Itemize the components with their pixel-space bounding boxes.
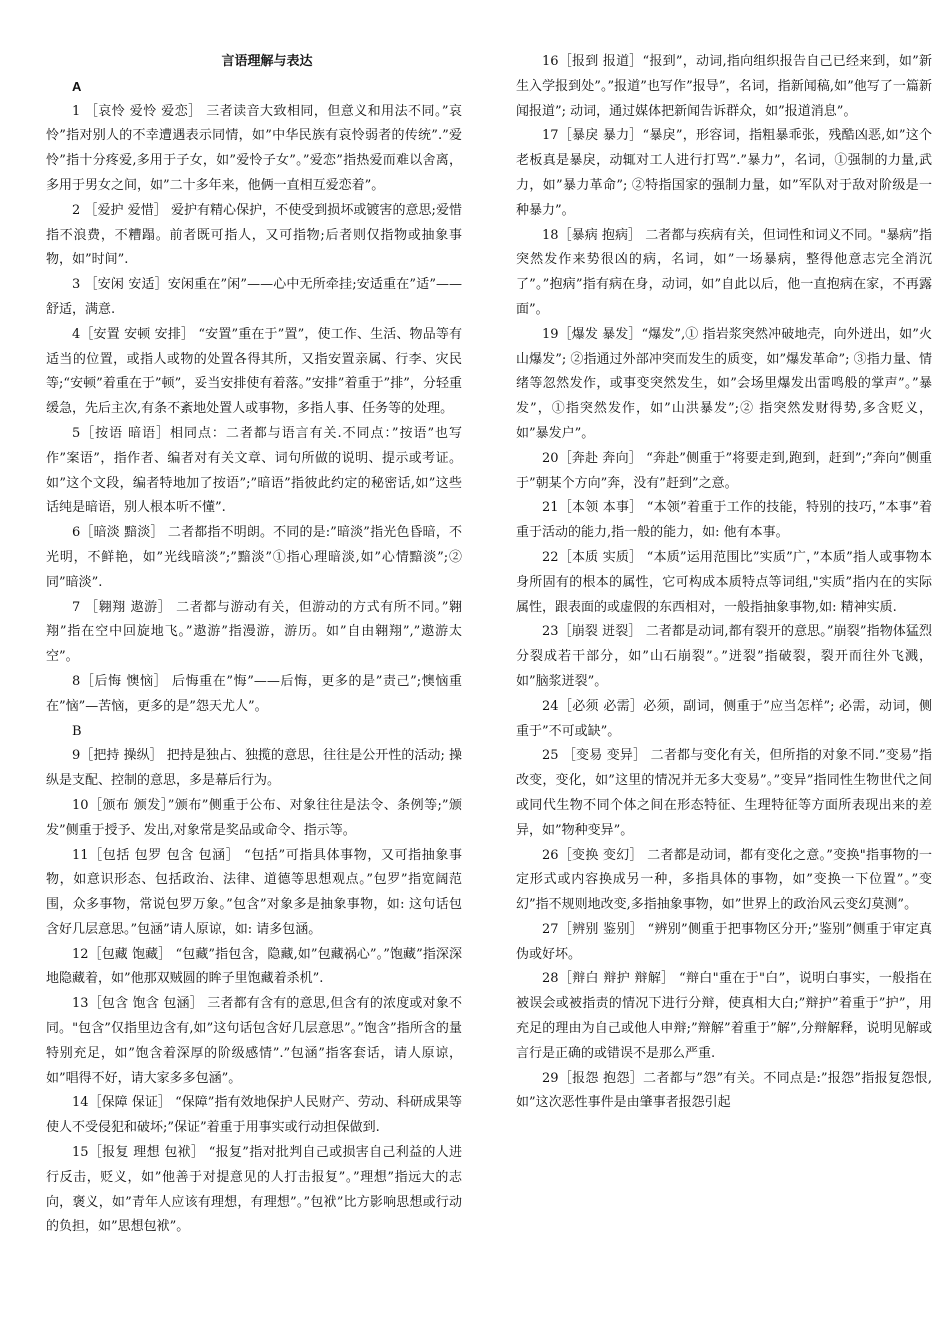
entry-paragraph: 29［报怨 抱怨］二者都与”怨”有关。不同点是:”报怨”指报复怨恨,如”这次恶性事件是由肇事者报怨引起 (516, 1070, 932, 1111)
entry-paragraph: 22［本质 实质］ “本质”运用范围比”实质”广，”本质”指人或事物本身所固有的根本的属性，它可构成本质特点等词组,"实质”指内在的实际属性，跟表面的或虚假的东西相对，一般指抽象事物,如: 精神实质. (516, 549, 932, 615)
right-column (516, 50, 932, 1116)
entry-paragraph: 20［奔赴 奔向］ “奔赴”侧重于”将要走到,跑到，赶到”;”奔向”侧重于”朝某个方向”奔，没有”赶到”之意。 (516, 450, 932, 491)
entry-paragraph: 16［报到 报道］“报到”，动词,指向组织报告自己已经来到，如”新生入学报到处”。”报道”也写作”报导”，名词，指新闻稿,如”他写了一篇新闻报道”; 动词，通过媒体把新闻告诉群众，如”报道消息”。 (516, 54, 932, 119)
entry-paragraph: 18［暴病 抱病］ 二者都与疾病有关，但词性和词义不同。"暴病”指突然发作来势很凶的病，名词，如”一场暴病，整得他意志完全消沉了”。”抱病”指有病在身，动词，如”自此以后，他一直抱病在家，不再露面”。 (516, 227, 932, 317)
entry-paragraph: 21［本领 本事］ “本领”着重于工作的技能，特别的技巧，”本事”着重于活动的能力,指一般的能力，如: 他有本事。 (516, 500, 932, 541)
entry-paragraph: 10［颁布 颁发］”颁布”侧重于公布、对象往往是法令、条例等;”颁发”侧重于授予、发出,对象常是奖品或命令、指示等。 (46, 797, 462, 838)
entry-paragraph: 4［安置 安顿 安排］ “安置”重在于”置”，使工作、生活、物品等有适当的位置，或指人或物的处置各得其所，又指安置亲属、行李、灾民等;“安顿”着重在于”顿”，妥当安排使有着落。”安排”着重于”排”，分轻重缓急，先后主次,有条不紊地处置人或事物，多指人事、任务等的处理。 (46, 326, 462, 417)
entry-paragraph: 8［后悔 懊恼］ 后悔重在”悔”——后悔，更多的是”责己”;懊恼重在”恼”—苦恼，更多的是”怨天尤人”。 (46, 673, 462, 714)
entry-paragraph: 5［按语 暗语］相同点：二者都与语言有关.不同点：”按语”也写作”案语”，指作者、编者对有关文章、词句所做的说明、提示或考证。如”这个文段，编者特地加了按语”;”暗语”指彼此约定的秘密话,如”这些话纯是暗语，别人根本听不懂”. (46, 425, 462, 516)
page-title: 言语理解与表达 (221, 54, 313, 69)
entry-paragraph: 27［辨别 鉴别］ “辨别”侧重于把事物区分开;”鉴别”侧重于审定真伪或好坏。 (516, 921, 932, 962)
entry-paragraph: 15［报复 理想 包袱］ “报复”指对批判自己或损害自己利益的人进行反击，贬义，如”他善于对提意见的人打击报复”。”理想”指远大的志向，褒义，如”青年人应该有理想，有理想”。”包袱”比方影响思想或行动的负担，如”思想包袱”。 (46, 1145, 462, 1235)
entry-paragraph: 6［暗淡 黯淡］ 二者都指不明朗。不同的是:”暗淡”指光色昏暗，不光明，不鲜艳，如”光线暗淡”;”黯淡”①指心理暗淡,如”心情黯淡”;②同”暗淡”. (46, 525, 462, 590)
entry-paragraph: 17［暴戾 暴力］“暴戾”，形容词，指粗暴乖张，残酷凶恶,如”这个老板真是暴戾，动辄对工人进行打骂”.”暴力”，名词，①强制的力量,武力，如”暴力革命”; ②特指国家的强制力量，如”军队对于敌对阶级是一种暴力”。 (516, 128, 932, 218)
entry-paragraph: 23［崩裂 迸裂］ 二者都是动词,都有裂开的意思。”崩裂”指物体猛烈分裂成若干部分，如”山石崩裂”。”迸裂”指破裂，裂开而往外飞溅，如”脑浆迸裂”。 (516, 624, 932, 689)
entry-paragraph: 9［把持 操纵］ 把持是独占、独揽的意思，往往是公开性的活动; 操纵是支配、控制的意思，多是幕后行为。 (46, 748, 462, 789)
entry-paragraph: 1 ［哀怜 爱怜 爱恋］ 三者读音大致相同，但意义和用法不同。”哀怜”指对别人的不幸遭遇表示同情，如”中华民族有哀怜弱者的传统”.”爱怜”指十分疼爱,多用于子女，如”爱怜子女”。”爱恋”指热爱而难以舍离，多用于男女之间，如”二十多年来，他俩一直相互爱恋着”。 (46, 103, 462, 193)
section-heading-b: B (72, 723, 82, 739)
section-heading-a: A (72, 78, 82, 94)
entry-paragraph: 11［包括 包罗 包含 包涵］ “包括”可指具体事物，又可指抽象事物，如意识形态、包括政治、法律、道德等思想观点。”包罗”指宽阔范围，众多事物，常说包罗万象。”包含”对象多是抽象事物，如: 这句话包含好几层意思。”包涵”请人原谅，如: 请多包涵。 (46, 847, 462, 937)
entry-paragraph: 2 ［爱护 爱惜］ 爱护有精心保护，不使受到损坏或镀害的意思;爱惜指不浪费，不糟蹋。前者既可指人，又可指物;后者则仅指物或抽象事物，如”时间”. (46, 202, 462, 268)
entry-paragraph: 24［必须 必需］必须，副词，侧重于”应当怎样”; 必需，动词，侧重于”不可或缺”。 (516, 698, 932, 739)
entry-paragraph: 26［变换 变幻］ 二者都是动词，都有变化之意。”变换"指事物的一定形式或内容换成另一种，多指具体的事物，如”变换一下位置”。”变幻”指不规则地改变,多指抽象事物，如”世界上的政治风云变幻莫测”。 (516, 847, 932, 913)
entry-paragraph: 14［保障 保证］ “保障”指有效地保护人民财产、劳动、科研成果等使人不受侵犯和破坏;”保证”着重于用事实或行动担保做到. (46, 1095, 462, 1136)
entry-paragraph: 7 ［翱翔 遨游］ 二者都与游动有关，但游动的方式有所不同。”翱翔”指在空中回旋地飞。”遨游”指漫游，游历。如”自由翱翔”,”遨游太空”。 (46, 599, 462, 665)
entry-paragraph: 12［包藏 饱藏］ “包藏”指包含，隐藏,如”包藏祸心”。”饱藏”指深深地隐藏着，如”他那双贼圆的眸子里饱藏着杀机”. (46, 946, 462, 987)
entry-paragraph: 13［包含 饱含 包涵］ 三者都有含有的意思,但含有的浓度或对象不同。"包含”仅指里边含有,如”这句话包含好几层意思”。”饱含”指所含的量特别充足，如”饱含着深厚的阶级感情”.”包涵”指客套话，请人原谅，如”唱得不好，请大家多多包涵”。 (46, 996, 462, 1086)
entry-paragraph: 19［爆发 暴发］“爆发”,① 指岩浆突然冲破地壳，向外迸出，如”火山爆发”; ②指通过外部冲突而发生的质变，如”爆发革命”; ③指力量、情绪等忽然发作，或事变突然发生，如”会场里爆发出雷鸣般的掌声”。”暴发”，①指突然发作，如”山洪暴发”;② 指突然发财得势,多含贬义，如”暴发户”。 (516, 326, 932, 441)
entry-paragraph: 3 ［安闲 安适］安闲重在”闲”——心中无所牵挂;安适重在”适”——舒适，满意. (46, 277, 462, 317)
entry-paragraph: 25 ［变易 变异］ 二者都与变化有关，但所指的对象不同.”变易”指改变，变化，如”这里的情况并无多大变易”。”变异”指同性生物世代之间或同代生物不同个体之间在形态特征、生理特征等方面所表现出来的差异，如”物种变异”。 (516, 748, 932, 838)
left-column (46, 50, 462, 1240)
entry-paragraph: 28［辩白 辩护 辩解］ “辩白"重在于"白”，说明白事实，一般指在被误会或被指责的情况下进行分辩，使真相大白;”辩护”着重于”护”，用充足的理由为自己或他人申辩;”辩解”着重于”解”,分辩解释，说明见解或言行是正确的或错误不是那么严重. (516, 971, 932, 1061)
